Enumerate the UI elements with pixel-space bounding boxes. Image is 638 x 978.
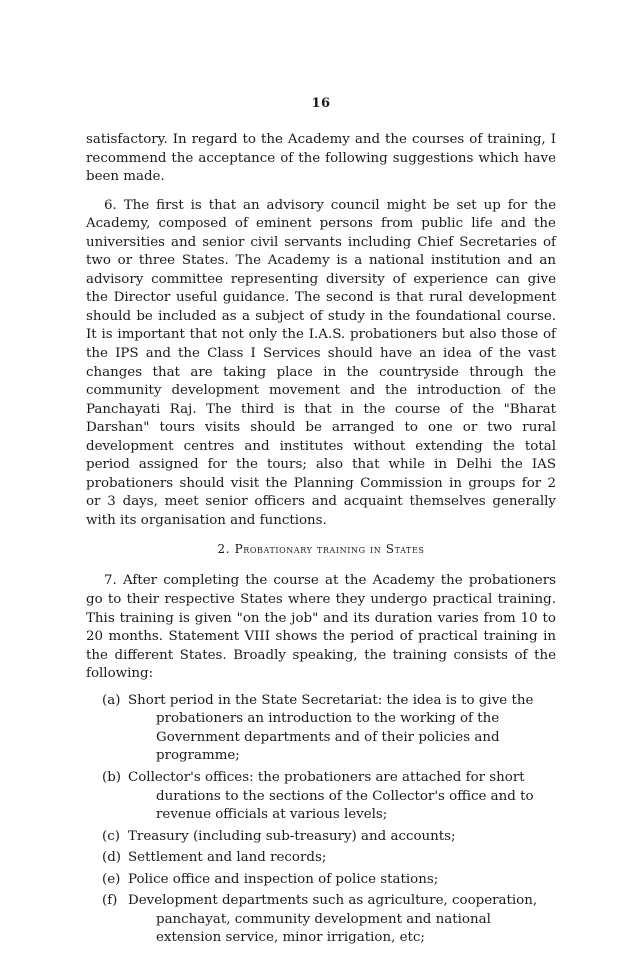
list-item bbox=[86, 892, 556, 948]
list-item-text: Collector's offices: the probationers are attached for short durations to the sections of the Collector's office and to revenue officials at various levels; bbox=[128, 769, 534, 823]
list-item-text: Settlement and land records; bbox=[128, 850, 327, 866]
list-item-marker: (b) bbox=[102, 769, 122, 785]
list-item bbox=[86, 828, 556, 847]
list-item-text: Treasury (including sub-treasury) and accounts; bbox=[128, 828, 456, 844]
list-item-text: Short period in the State Secretariat: the idea is to give the probationers an introduction to the working of the Government departments and of their policies and programme; bbox=[128, 692, 534, 764]
list-item-text: Police office and inspection of police stations; bbox=[128, 871, 439, 887]
list-item-marker: (e) bbox=[102, 871, 121, 887]
training-items-list bbox=[86, 692, 556, 948]
list-item-marker: (f) bbox=[102, 893, 118, 909]
page-number: 16 bbox=[311, 96, 331, 111]
paragraph-7: 7. After completing the course at the Academy the probationers go to their respective States where they undergo practical training. This training is given "on the job" and its duration varies from 10 to 20 months. Statement VIII shows the period of practical training in the different States. Broadly speaking, the training consists of the following: bbox=[86, 573, 556, 682]
paragraph-6: 6. The first is that an advisory council might be set up for the Academy, composed of eminent persons from public life and the universities and senior civil servants including Chief Secretaries of two or three States. The Academy is a national institution and an advisory committee representing diversity of experience can give the Director useful guidance. The second is that rural development should be included as a subject of study in the foundational course. It is important that not only the I.A.S. probationers but also those of the IPS and the Class I Services should have an idea of the vast changes that are taking place in the countryside through the community development movement and the introduction of the Panchayati Raj. The third is that in the course of the "Bharat Darshan" tours visits should be arranged to one or two rural development centres and institutes without extending the total period assigned for the tours; also that while in Delhi the IAS probationers should visit the Planning Commission in groups for 2 or 3 days, meet senior officers and acquaint themselves generally with its organisation and functions. bbox=[86, 197, 556, 528]
list-item bbox=[86, 871, 556, 890]
document-page bbox=[86, 96, 556, 951]
list-item-marker: (d) bbox=[102, 850, 122, 866]
list-item-marker: (c) bbox=[102, 828, 120, 844]
list-item-text: Development departments such as agriculture, cooperation, panchayat, community development and national extension service, minor irrigation, etc; bbox=[128, 893, 538, 946]
section-heading: 2. Probationary training in States bbox=[217, 542, 425, 557]
list-item bbox=[86, 849, 556, 868]
opening-paragraph: satisfactory. In regard to the Academy and the courses of training, I recommend the acceptance of the following suggestions which have been made. bbox=[86, 132, 556, 185]
list-item bbox=[86, 769, 556, 825]
list-item bbox=[86, 692, 556, 766]
list-item-marker: (a) bbox=[102, 692, 121, 708]
